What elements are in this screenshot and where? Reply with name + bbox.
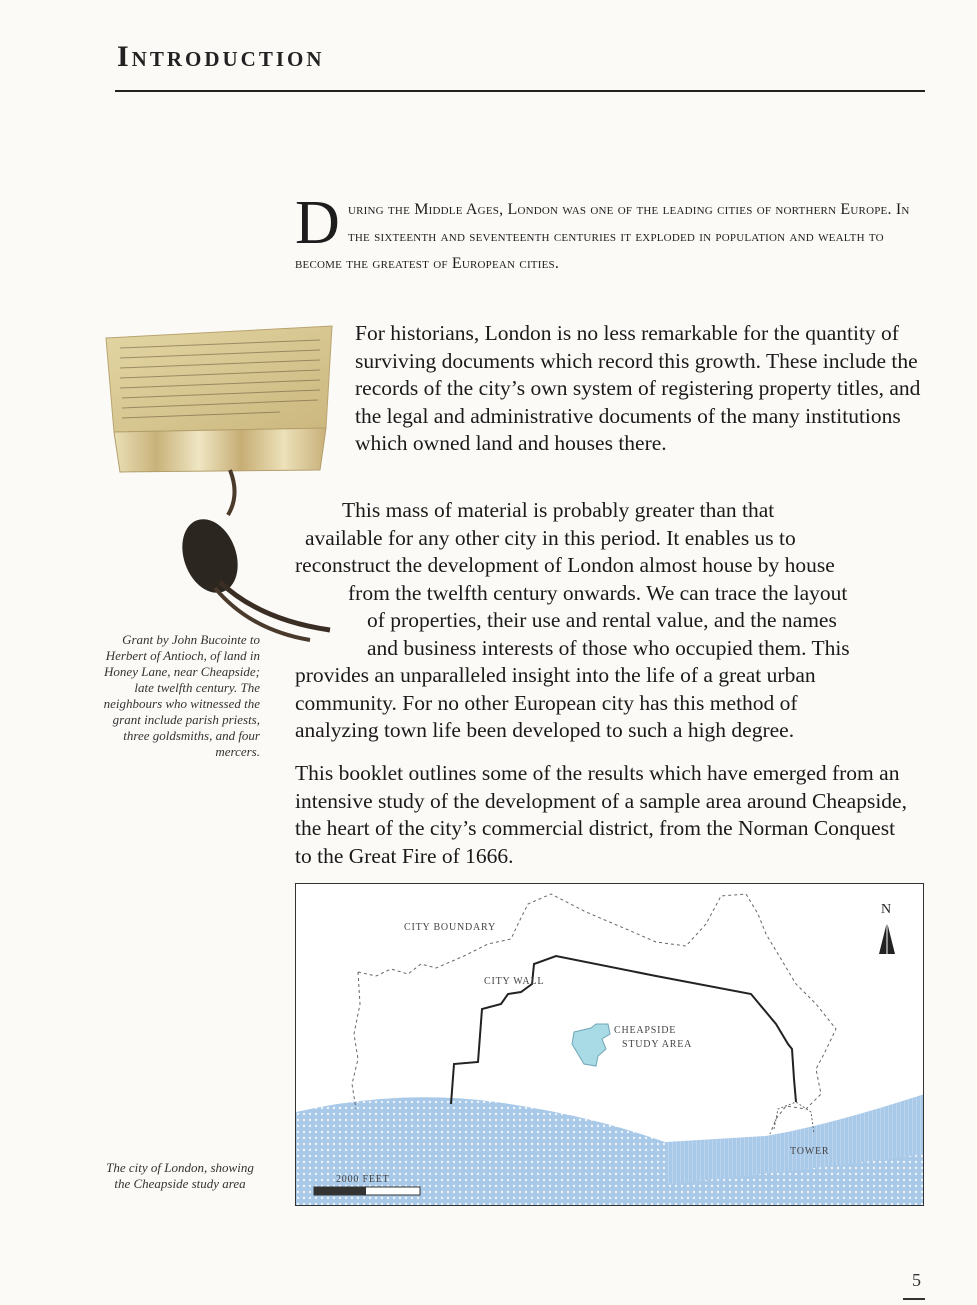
section-title: Introduction xyxy=(117,40,325,73)
text-line: and business interests of those who occupied them. This xyxy=(367,635,850,660)
london-map xyxy=(295,883,924,1206)
tower-label: TOWER xyxy=(790,1146,830,1157)
north-label: N xyxy=(881,902,892,917)
study-area-label-1: CHEAPSIDE xyxy=(614,1025,677,1036)
page-number-rule xyxy=(903,1298,925,1300)
text-line: community. For no other European city has this method of xyxy=(295,690,798,715)
paragraph-historians: For historians, London is no less remarkable for the quantity of surviving documents which record this growth. These include the records of the city’s own system of registering property titles, and the legal and administrative documents of the many institutions which owned land and houses there. xyxy=(355,321,921,455)
text-line: available for any other city in this period. It enables us to xyxy=(305,525,796,550)
drop-cap: D xyxy=(295,189,340,257)
city-boundary-label: CITY BOUNDARY xyxy=(404,922,496,933)
text-line: of properties, their use and rental value, and the names xyxy=(367,608,837,632)
text-line: analyzing town life been developed to such a high degree. xyxy=(295,718,795,742)
charter-caption: Grant by John Bucointe to Herbert of Antioch, of land in Honey Lane, near Cheapside; late twelfth century. The neighbours who witnessed the grant include parish priests, three goldsmiths, and four mercers. xyxy=(103,632,260,759)
text-line: provides an unparalleled insight into the life of a great urban xyxy=(295,663,816,687)
paragraph-booklet: This booklet outlines some of the results which have emerged from an intensive study of the development of a sample area around Cheapside, the heart of the city’s commercial district, from the Norman Conquest to the Great Fire of 1666. xyxy=(295,761,907,868)
page-number: 5 xyxy=(912,1270,921,1290)
header-rule xyxy=(115,90,925,92)
scale-label: 2000 FEET xyxy=(336,1174,390,1185)
paragraph-mass-of-material xyxy=(295,497,927,745)
map-caption: The city of London, showing the Cheapside study area xyxy=(106,1160,254,1191)
lead-paragraph xyxy=(295,189,915,277)
city-wall-label: CITY WALL xyxy=(484,976,545,987)
text-line: This mass of material is probably greater than that xyxy=(342,498,775,522)
text-line: from the twelfth century onwards. We can trace the layout xyxy=(348,580,848,605)
cheapside-study-area xyxy=(572,1024,610,1066)
study-area-label-2: STUDY AREA xyxy=(622,1039,693,1050)
text-line: reconstruct the development of London almost house by house xyxy=(295,553,835,577)
lead-text: uring the Middle Ages, London was one of the leading cities of northern Europe. In the sixteenth and seventeenth centuries it exploded in population and wealth to become the greatest of European cities. xyxy=(295,201,910,272)
